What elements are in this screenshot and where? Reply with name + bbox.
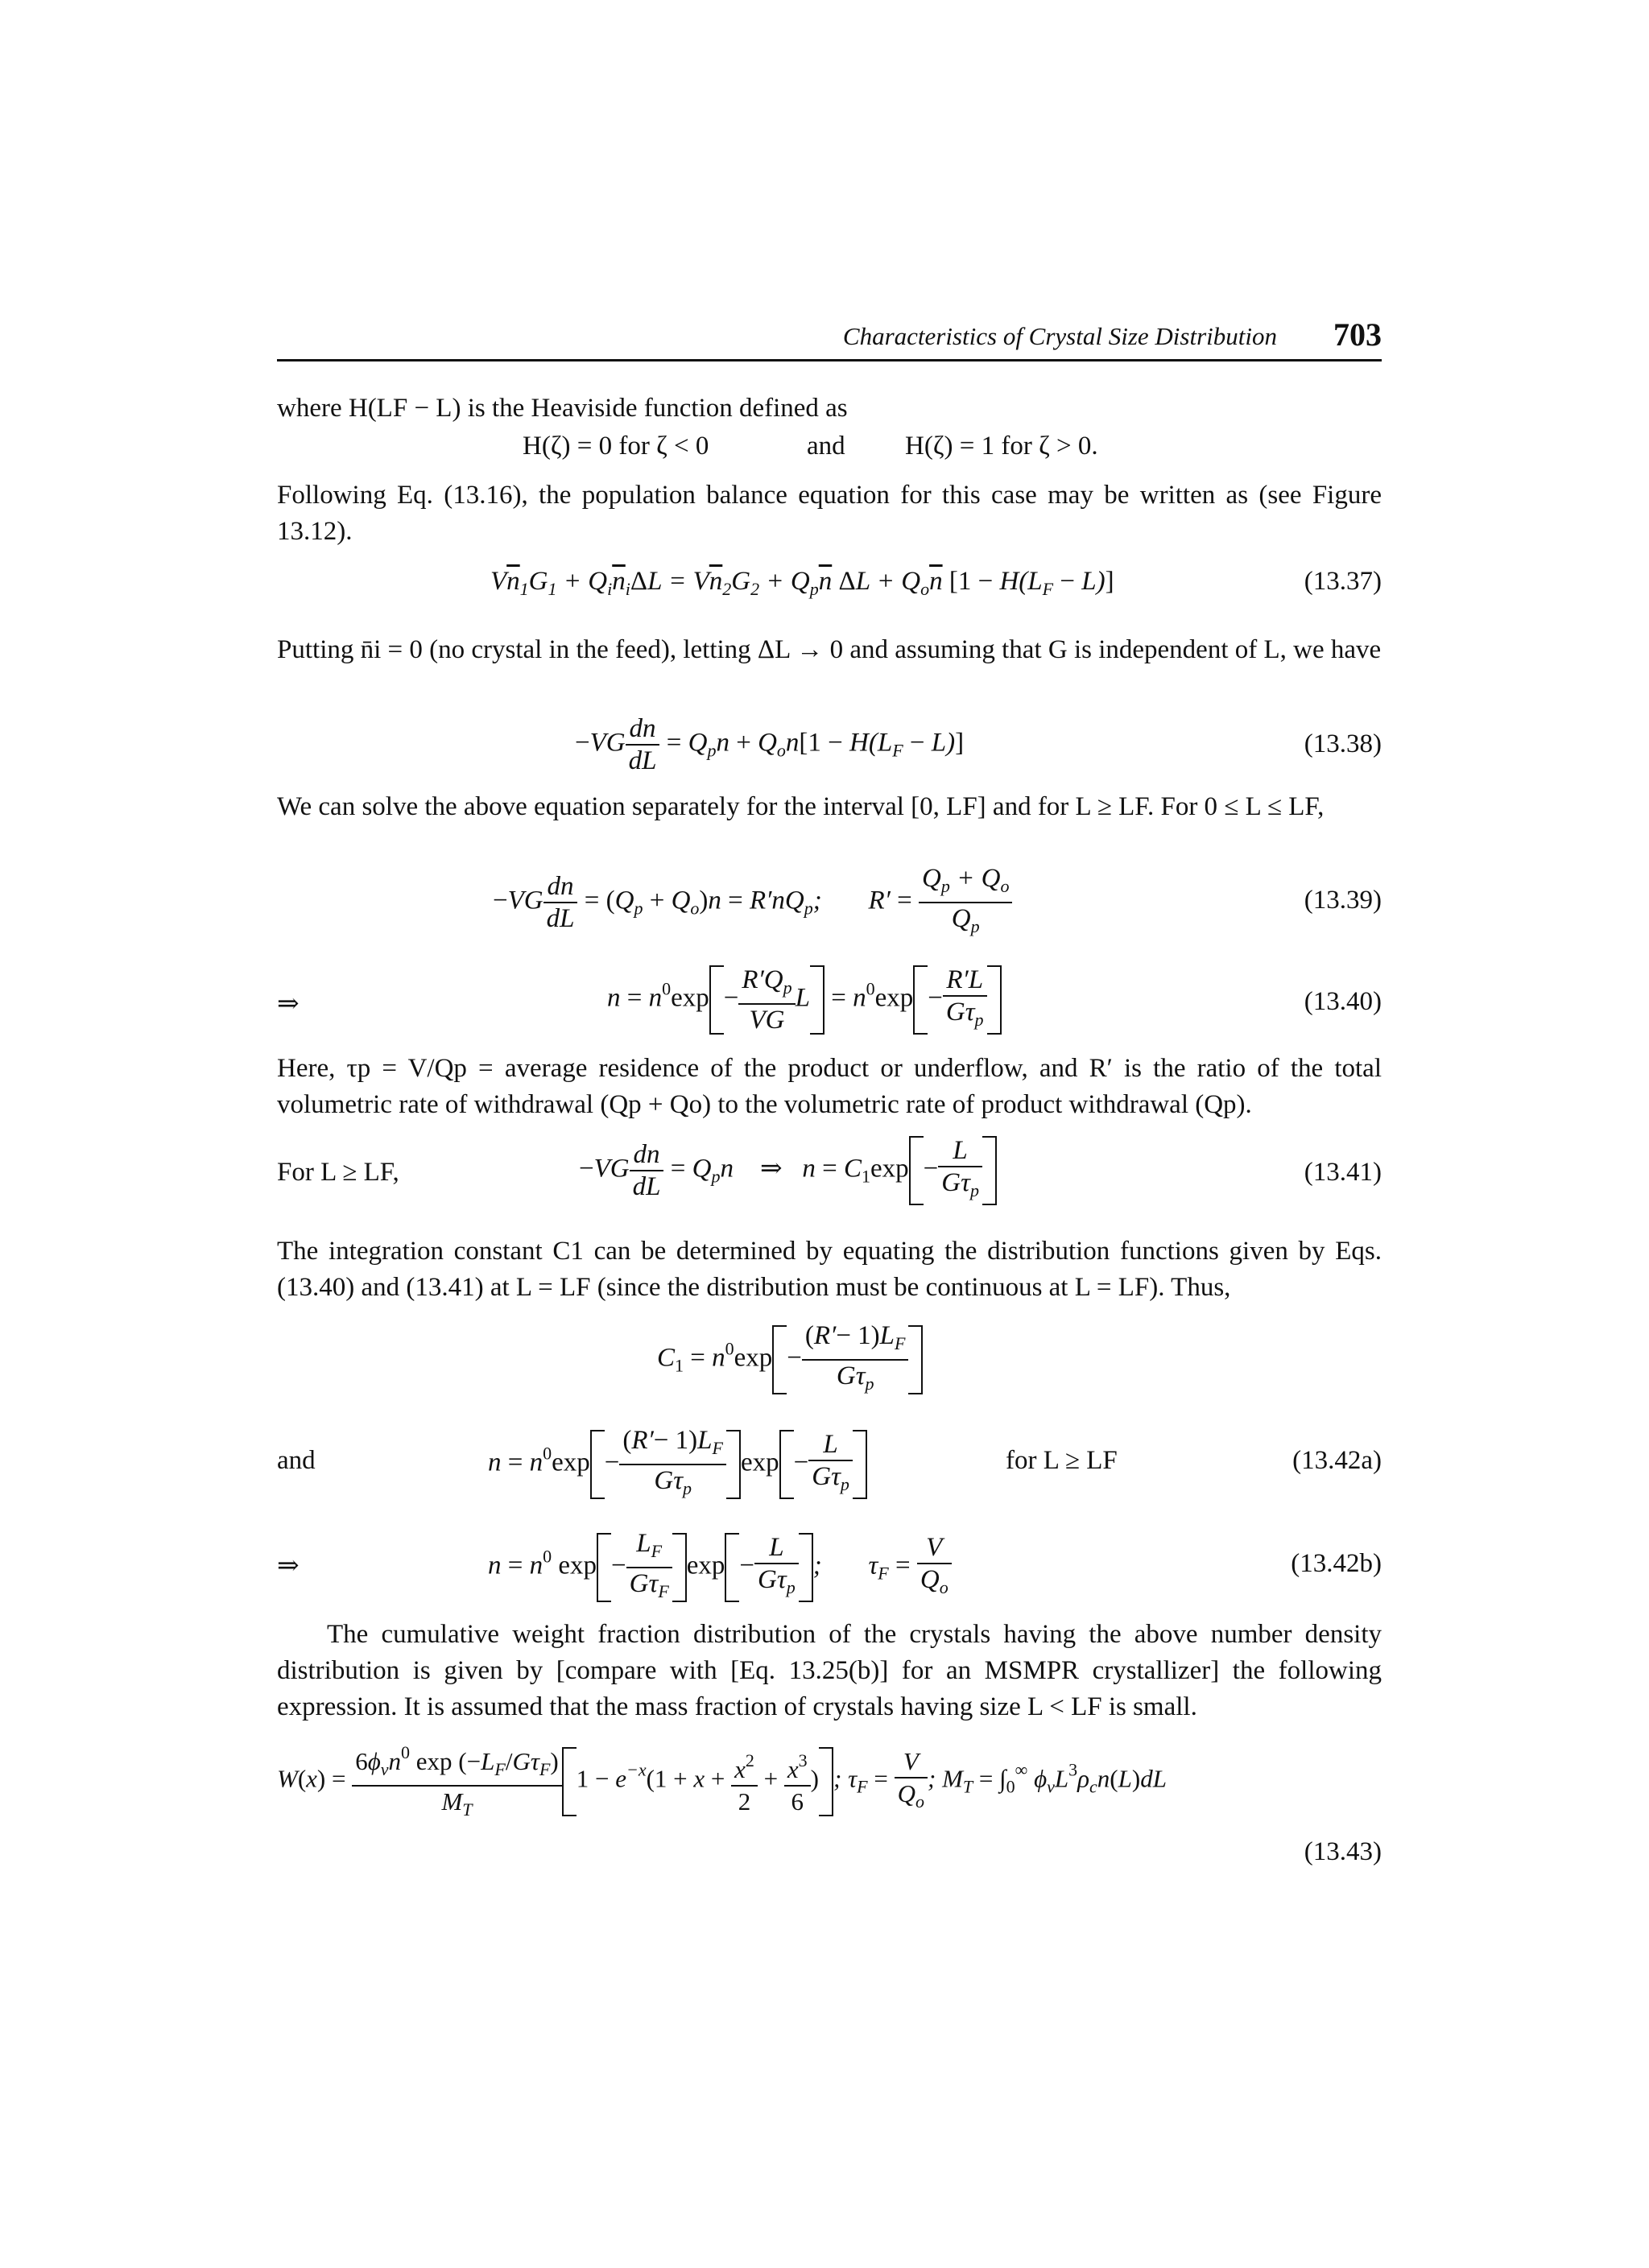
equation-13-41 (277, 1135, 1382, 1216)
equation-13-39 (277, 863, 1382, 944)
heaviside-left: H(ζ) = 0 for ζ < 0 (523, 432, 709, 461)
paragraph-putting-ni-zero: Putting n̄i = 0 (no crystal in the feed), letting ΔL → 0 and assuming that G is independent of L, we have (277, 635, 1382, 664)
implies-symbol-13-42b: ⇒ (277, 1551, 300, 1580)
equation-number-13-37: (13.37) (1304, 567, 1382, 596)
equation-c1 (277, 1320, 1382, 1401)
equation-13-37-body: $V\overline{n}_1G_1 + Q_i\overline{n}_i\Delta L = V\overline{n}_2G_2 + Q_p\overline{n}$ $\Delta L + Q_o\overline{n}$ $[1 - H(L_F - L)]$ (490, 567, 1114, 599)
paragraph-population-balance: Following Eq. (13.16), the population balance equation for this case may be written as (see Figure 13.12). (277, 481, 1382, 546)
header-rule (277, 359, 1382, 361)
equation-number-13-43: (13.43) (1304, 1837, 1382, 1866)
equation-c1-body: $C_1 = n^0\exp$ − $\frac{(R'- 1)L_F}{G\tau_p}$ (657, 1320, 923, 1399)
equation-13-42a (277, 1425, 1382, 1506)
equation-13-38-body: −VG $\frac{dn}{dL}$ = $Q_pn + Q_on[1 - H(L_F - L)]$ (575, 714, 965, 775)
equation-13-37 (277, 567, 1382, 615)
and-label: and (277, 1446, 316, 1475)
equation-13-42b-body: $n = n^0$ exp − $\frac{L_F}{G\tau_F}$ exp − $\frac{L}{G\tau_p}$ ; $\tau_F$ = $\frac{V}{Q_o}$ (488, 1528, 952, 1607)
equation-13-39-body: −VG $\frac{dn}{dL}$ = $(Q_p + Q_o)n = R'nQ_p$; R′ = $\frac{Q_p + Q_o}{Q_p}$ (493, 863, 1012, 942)
heaviside-definition (277, 432, 1382, 480)
equation-13-42a-body: $n = n^0\exp$ − $\frac{(R'- 1)L_F}{G\tau_p}$ exp − $\frac{L}{G\tau_p}$ (488, 1425, 867, 1504)
for-l-ge-lf-label: For L ≥ LF, (277, 1158, 399, 1187)
paragraph-cumulative-weight: The cumulative weight fraction distribution of the crystals having the above number density distribution is given by [compare with [Eq. 13.25(b)] for an MSMPR crystallizer] the following expression. It is assumed that the mass fraction of crystals having size L < LF is small. (277, 1620, 1382, 1721)
equation-number-13-42b: (13.42b) (1291, 1549, 1382, 1578)
equation-13-40-body: $n = n^0\exp$ − $\frac{R'Q_p}{VG}$ $L = n^0\exp$ − $\frac{R'L}{G\tau_p}$ (607, 965, 1002, 1035)
equation-number-13-38: (13.38) (1304, 729, 1382, 758)
equation-number-13-41: (13.41) (1304, 1158, 1382, 1187)
running-head (277, 316, 1382, 357)
equation-13-42b (277, 1528, 1382, 1609)
implies-symbol-13-40: ⇒ (277, 989, 300, 1018)
paragraph-heaviside-intro: where H(LF − L) is the Heaviside function defined as (277, 394, 848, 423)
paragraph-residence-time: Here, τp = V/Qp = average residence of the product or underflow, and R′ is the ratio of the total volumetric rate of withdrawal (Qp + Qo) to the volumetric rate of product withdrawal (Qp). (277, 1054, 1382, 1119)
equation-number-13-39: (13.39) (1304, 886, 1382, 915)
for-l-ge-lf-condition: for L ≥ LF (1006, 1446, 1118, 1475)
equation-13-43-number-row (277, 1837, 1382, 1886)
equation-13-43-body: W(x) = $\frac{6\phi_vn^0 \exp (-L_F/G\tau_F)}{M_T}$ $1 - e^{-x}(1 + x$ + $\frac{x^2}{2}$ + $\frac{x^3}{6}$ ) ; $\tau_F$ = $\frac{V}{Q_o}$ ; $M_T = \int_0^\infty$ $\phi_vL^3\rho_cn(L)dL$ (277, 1737, 1167, 1825)
paragraph-solve-intervals: We can solve the above equation separately for the interval [0, LF] and for L ≥ LF. For 0 ≤ L ≤ LF, (277, 792, 1325, 821)
equation-number-13-42a: (13.42a) (1292, 1446, 1382, 1475)
equation-13-40 (277, 965, 1382, 1045)
page-number: 703 (1333, 316, 1382, 353)
heaviside-right: H(ζ) = 1 for ζ > 0. (905, 432, 1098, 461)
paragraph-integration-constant: The integration constant C1 can be determined by equating the distribution functions given by Eqs. (13.40) and (13.41) at L = LF (since the distribution must be continuous at L = LF). Thus, (277, 1237, 1382, 1302)
heaviside-and: and (807, 432, 845, 461)
equation-13-41-body: −VG $\frac{dn}{dL}$ = $Q_pn$ ⇒ $n = C_1\exp$ − $\frac{L}{G\tau_p}$ (579, 1135, 997, 1206)
equation-13-43 (277, 1737, 1382, 1826)
running-head-title: Characteristics of Crystal Size Distribution (842, 322, 1277, 350)
equation-13-38 (277, 710, 1382, 791)
equation-number-13-40: (13.40) (1304, 987, 1382, 1016)
